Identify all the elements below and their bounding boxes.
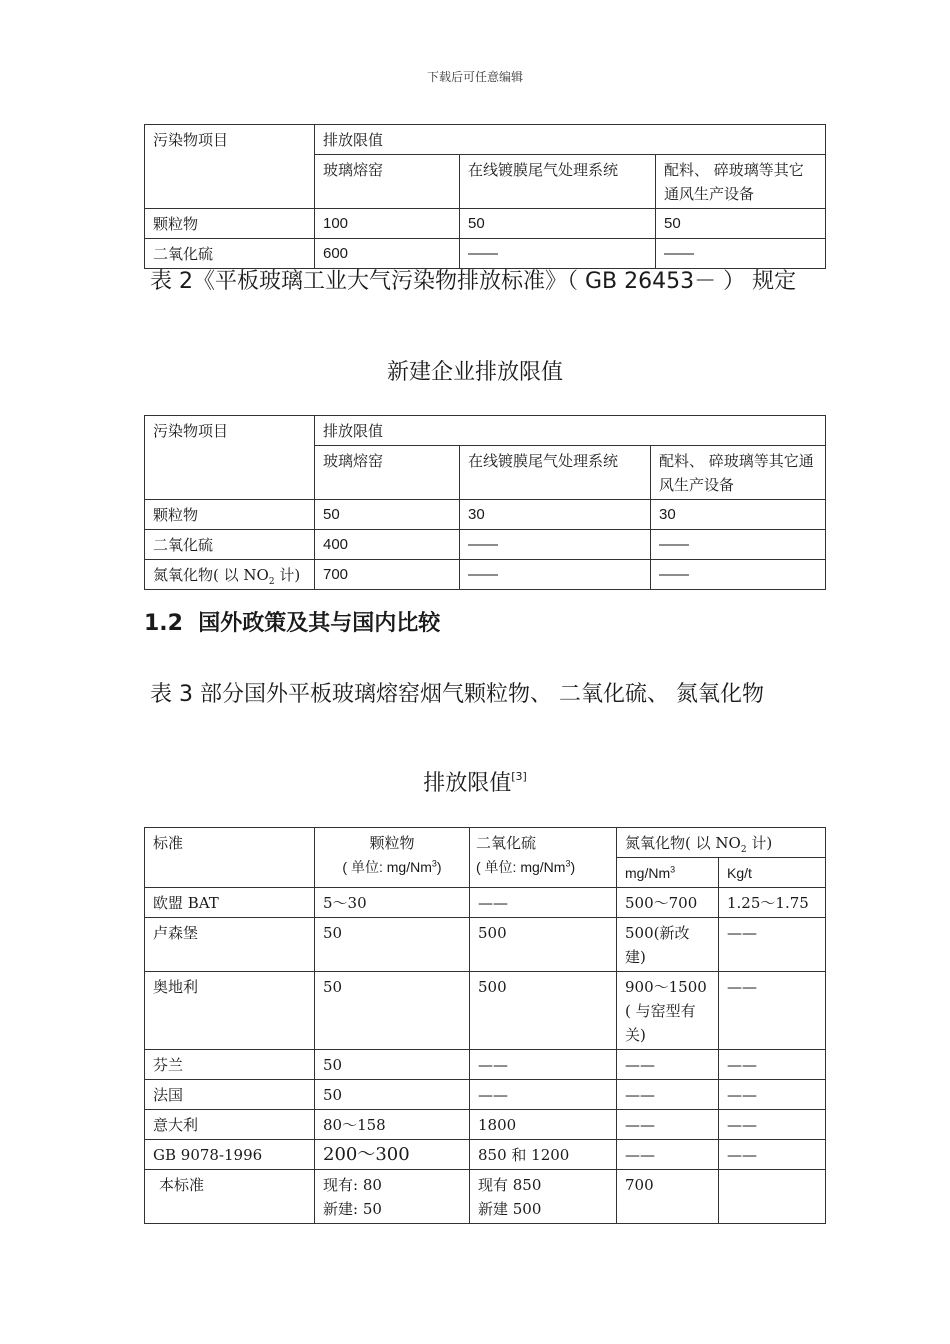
kiln-value: 600 xyxy=(315,239,460,269)
pm-value xyxy=(315,1170,470,1224)
nox-label-pre: 氮氧化物( 以 NO xyxy=(153,566,269,584)
nox-unit-kg: Kg/t xyxy=(719,858,826,888)
table-3 xyxy=(144,827,826,1224)
table-subheader-kiln: 玻璃熔窑 xyxy=(315,155,460,209)
so2-existing: 现有 850 xyxy=(478,1176,542,1194)
coating-value: 50 xyxy=(460,209,656,239)
nox-kg-value: —— xyxy=(719,1050,826,1080)
pm-value: 50 xyxy=(315,1080,470,1110)
nox-label-sub: 2 xyxy=(268,577,275,587)
nox-kg-value: —— xyxy=(719,1140,826,1170)
other-value: —— xyxy=(651,530,826,560)
nox-unit-mg-text: mg/Nm xyxy=(625,865,671,881)
kiln-value: 700 xyxy=(315,560,460,590)
table-subheader-other: 配料、 碎玻璃等其它通风生产设备 xyxy=(651,446,826,500)
other-value: —— xyxy=(651,560,826,590)
pollutant-name xyxy=(145,560,315,590)
pm-value: 50 xyxy=(315,972,470,1050)
standard-name: GB 9078-1996 xyxy=(145,1140,315,1170)
table-row xyxy=(145,888,826,918)
so2-new: 新建 500 xyxy=(478,1200,542,1218)
header-note: 下载后可任意编辑 xyxy=(426,70,523,84)
pollutant-name: 二氧化硫 xyxy=(145,530,315,560)
nox-mg-value: —— xyxy=(617,1140,719,1170)
nox-mg-value: —— xyxy=(617,1080,719,1110)
so2-value: —— xyxy=(470,1050,617,1080)
table-row xyxy=(145,918,826,972)
other-value: 50 xyxy=(656,209,826,239)
table-header-standard: 标准 xyxy=(145,828,315,888)
table-header-item: 污染物项目 xyxy=(145,125,315,209)
nox-label-post: 计) xyxy=(274,566,301,584)
nox-kg-value xyxy=(719,1170,826,1224)
pm-unit xyxy=(319,855,465,879)
table-header-limit: 排放限值 xyxy=(315,125,826,155)
kiln-value: 50 xyxy=(315,500,460,530)
table-row xyxy=(145,1170,826,1224)
nox-kg-value: —— xyxy=(719,1080,826,1110)
so2-value: 1800 xyxy=(470,1110,617,1140)
nox-label-sub: 2 xyxy=(740,845,747,855)
table-subheader-coating: 在线镀膜尾气处理系统 xyxy=(460,446,651,500)
other-value: —— xyxy=(656,239,826,269)
so2-value: 500 xyxy=(470,918,617,972)
table-row xyxy=(145,560,826,590)
standard-name: 本标准 xyxy=(145,1170,315,1224)
so2-value xyxy=(470,1170,617,1224)
nox-label-pre: 氮氧化物( 以 NO xyxy=(625,834,741,852)
so2-value: 500 xyxy=(470,972,617,1050)
standard-name: 法国 xyxy=(145,1080,315,1110)
coating-value: —— xyxy=(460,560,651,590)
nox-mg-value: 500～700 xyxy=(617,888,719,918)
table-subheader-kiln: 玻璃熔窑 xyxy=(315,446,460,500)
pollutant-name: 颗粒物 xyxy=(145,209,315,239)
table-header-so2 xyxy=(470,828,617,888)
so2-value: —— xyxy=(470,1080,617,1110)
table-row xyxy=(145,209,826,239)
so2-label: 二氧化硫 xyxy=(476,834,537,852)
pm-new: 新建: 50 xyxy=(323,1200,382,1218)
table-header-item: 污染物项目 xyxy=(145,416,315,500)
so2-unit-close: ) xyxy=(570,859,576,875)
nox-mg-value: 500(新改建) xyxy=(617,918,719,972)
nox-unit-mg-sup: 3 xyxy=(670,864,676,875)
table-row xyxy=(145,500,826,530)
table-1 xyxy=(144,124,826,269)
table-subheader-coating: 在线镀膜尾气处理系统 xyxy=(460,155,656,209)
table-header-limit: 排放限值 xyxy=(315,416,826,446)
pm-label: 颗粒物 xyxy=(369,834,415,852)
pollutant-name: 颗粒物 xyxy=(145,500,315,530)
nox-mg-value: —— xyxy=(617,1050,719,1080)
nox-kg-value: 1.25～1.75 xyxy=(719,888,826,918)
coating-value: 30 xyxy=(460,500,651,530)
nox-mg-value: 700 xyxy=(617,1170,719,1224)
nox-kg-value: —— xyxy=(719,1110,826,1140)
kiln-value: 100 xyxy=(315,209,460,239)
pollutant-name: 二氧化硫 xyxy=(145,239,315,269)
nox-label-post: 计) xyxy=(746,834,773,852)
table-header-pm xyxy=(315,828,470,888)
kiln-value: 400 xyxy=(315,530,460,560)
pm-value: 50 xyxy=(315,918,470,972)
table-row xyxy=(145,1050,826,1080)
so2-unit-sup: 3 xyxy=(565,858,571,869)
table-2-caption-line1: 表 2《平板玻璃工业大气污染物排放标准》（ GB 26453－ ） 规定 xyxy=(150,269,797,294)
nox-mg-value: 900～1500 ( 与窑型有关) xyxy=(617,972,719,1050)
standard-name: 欧盟 BAT xyxy=(145,888,315,918)
standard-name: 芬兰 xyxy=(145,1050,315,1080)
pm-value: 50 xyxy=(315,1050,470,1080)
so2-unit xyxy=(476,855,614,879)
pm-value: 200～300 xyxy=(315,1140,470,1170)
pm-value: 5～30 xyxy=(315,888,470,918)
coating-value: —— xyxy=(460,530,651,560)
table-3-caption-line2 xyxy=(0,766,950,797)
table-row xyxy=(145,1140,826,1170)
table-3-caption-line1: 表 3 部分国外平板玻璃熔窑烟气颗粒物、 二氧化硫、 氮氧化物 xyxy=(150,682,764,707)
section-heading: 1.2 国外政策及其与国内比较 xyxy=(144,611,441,636)
table-row xyxy=(145,972,826,1050)
pm-unit-close: ) xyxy=(436,859,442,875)
coating-value: —— xyxy=(460,239,656,269)
nox-mg-value: —— xyxy=(617,1110,719,1140)
so2-value: 850 和 1200 xyxy=(470,1140,617,1170)
caption-reference: [3] xyxy=(511,770,527,783)
table-row xyxy=(145,1110,826,1140)
table-2-caption-line2: 新建企业排放限值 xyxy=(386,360,563,385)
nox-kg-value: —— xyxy=(719,918,826,972)
pm-unit-text: ( 单位: mg/Nm xyxy=(342,859,432,875)
so2-value: —— xyxy=(470,888,617,918)
table-subheader-other: 配料、 碎玻璃等其它通风生产设备 xyxy=(656,155,826,209)
table-2 xyxy=(144,415,826,590)
nox-kg-value: —— xyxy=(719,972,826,1050)
nox-unit-mg xyxy=(617,858,719,888)
table-header-nox xyxy=(617,828,826,858)
pm-unit-sup: 3 xyxy=(431,858,437,869)
so2-unit-text: ( 单位: mg/Nm xyxy=(476,859,566,875)
standard-name: 卢森堡 xyxy=(145,918,315,972)
other-value: 30 xyxy=(651,500,826,530)
standard-name: 奥地利 xyxy=(145,972,315,1050)
standard-name: 意大利 xyxy=(145,1110,315,1140)
caption-title: 排放限值 xyxy=(423,771,512,796)
pm-existing: 现有: 80 xyxy=(323,1176,382,1194)
table-row xyxy=(145,530,826,560)
pm-value: 80～158 xyxy=(315,1110,470,1140)
table-row xyxy=(145,1080,826,1110)
